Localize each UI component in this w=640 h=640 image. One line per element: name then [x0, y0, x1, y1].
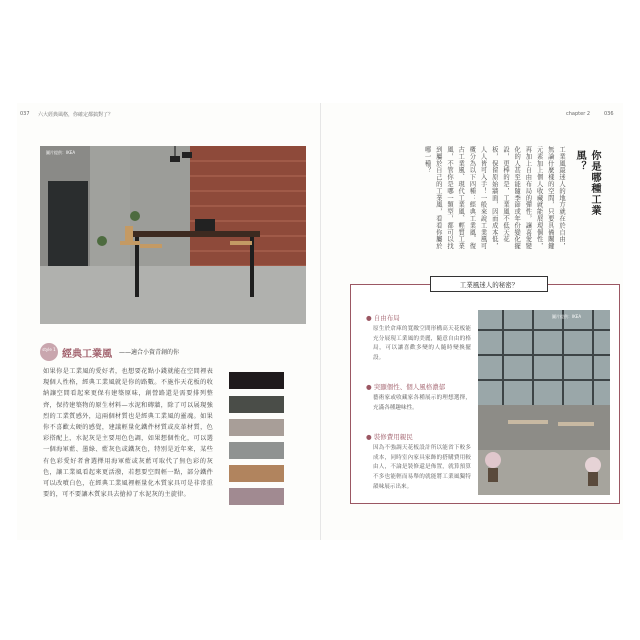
- right-page-body: 工業風最迷人的地方就在於自由，無論什麼樣的空間，只要具備關鍵元素加上個人收藏就能展現個性，再加上自由布局的彈性，讓喜愛變化的人甚至能隨季節或年份變化擺設，更棒的是，工業風不低天花板，保留原始牆面，因而成本低，人人皆可入手！一般來說工業風可概分為以下四種：經典工業風、復古工業風、現代工業風、輕質工業風，不管你是哪一類型，都可以找到屬於自己的工業風，看看你屬於哪一種？: [423, 146, 565, 250]
- style-subtitle: ——適合小資青創的你: [119, 349, 180, 356]
- dining-room-image: [40, 146, 306, 324]
- color-swatch: [229, 442, 284, 459]
- right-page-title: 你是哪種工業風？: [574, 150, 600, 216]
- color-swatch: [229, 465, 284, 482]
- feature-box-title: 工業風迷人的秘密？: [430, 276, 548, 292]
- cafe-interior-image: [478, 310, 610, 495]
- right-chapter-label: chapter 2: [566, 111, 591, 117]
- feature-body-personality: 藝術家或收藏家各種展示的理想選擇，充滿各種趣味性。: [373, 395, 471, 411]
- left-running-title: 六大經典風格，你確定都搞對了？: [38, 112, 114, 118]
- color-swatch: [229, 372, 284, 389]
- feature-body-layout: 原生於倉庫的寬敞空間形構高天花板能充分展現工業風的美麗，隨意自由的格局，可以讓喜歡多變的人隨時變換擺設。: [373, 326, 471, 362]
- color-swatch: [229, 419, 284, 436]
- cafe-photo-credit: 圖片提供：IKEA: [552, 314, 582, 319]
- industrial-cafe-photo: [478, 310, 610, 495]
- industrial-dining-photo: [40, 146, 306, 324]
- style-number-badge: style 1: [40, 343, 58, 361]
- right-page-number: 036: [604, 111, 614, 117]
- photo-credit: 圖片提供：IKEA: [46, 150, 76, 155]
- color-swatch: [229, 396, 284, 413]
- style-title: 經典工業風: [62, 349, 112, 360]
- left-page-number: 037: [20, 111, 30, 117]
- feature-title-layout: ● 自由布局: [366, 314, 400, 322]
- color-swatch: [229, 488, 284, 505]
- page-gutter: [320, 103, 321, 540]
- style-body-text: 如果你是工業風的愛好者，也想要花點小錢就能在空間裡表現個人性格，經典工業風就是你的路數。不施作天花板的收納讓空間看起來更保有建築原味，創營路還是需要排列整齊，保持建築物的原生材料—水泥和磚牆，除了可以展現強烈的工業質感外，這兩個材質也是經典工業風的靈魂。如果你不喜歡太硬的感覺，建議輕量化鐵件材質或皮革材質，色彩搭配上，水泥灰是主要用色色調，如果想個性化，可以選一個海軍藍、墨綠、藍灰色或鐵灰色，特別是近年來，某些有色彩愛好者會選擇用海軍藍或灰藍可取代了無色彩的灰色，讓工業風看起來更活潑，若想要空間輕一點，部分鐵件可以改噴白色，在經典工業風裡輕量化木質家具可是非常重要的，可不要讓木質家具去搶掉了水泥灰的主旋律。: [43, 368, 213, 499]
- feature-title-personality: ● 突顯個性、個人風格濃郁: [366, 383, 446, 391]
- feature-body-cost: 因為不強調天花板設計所以能省下較多成本，同時室內家具家飾的搭購費用較由人，不論是裝修還是佈置，就算預算不多也能輕而易舉的就能將工業風獨特韻味展示出來。: [373, 445, 471, 490]
- feature-title-cost: ● 裝修費用親民: [366, 433, 413, 441]
